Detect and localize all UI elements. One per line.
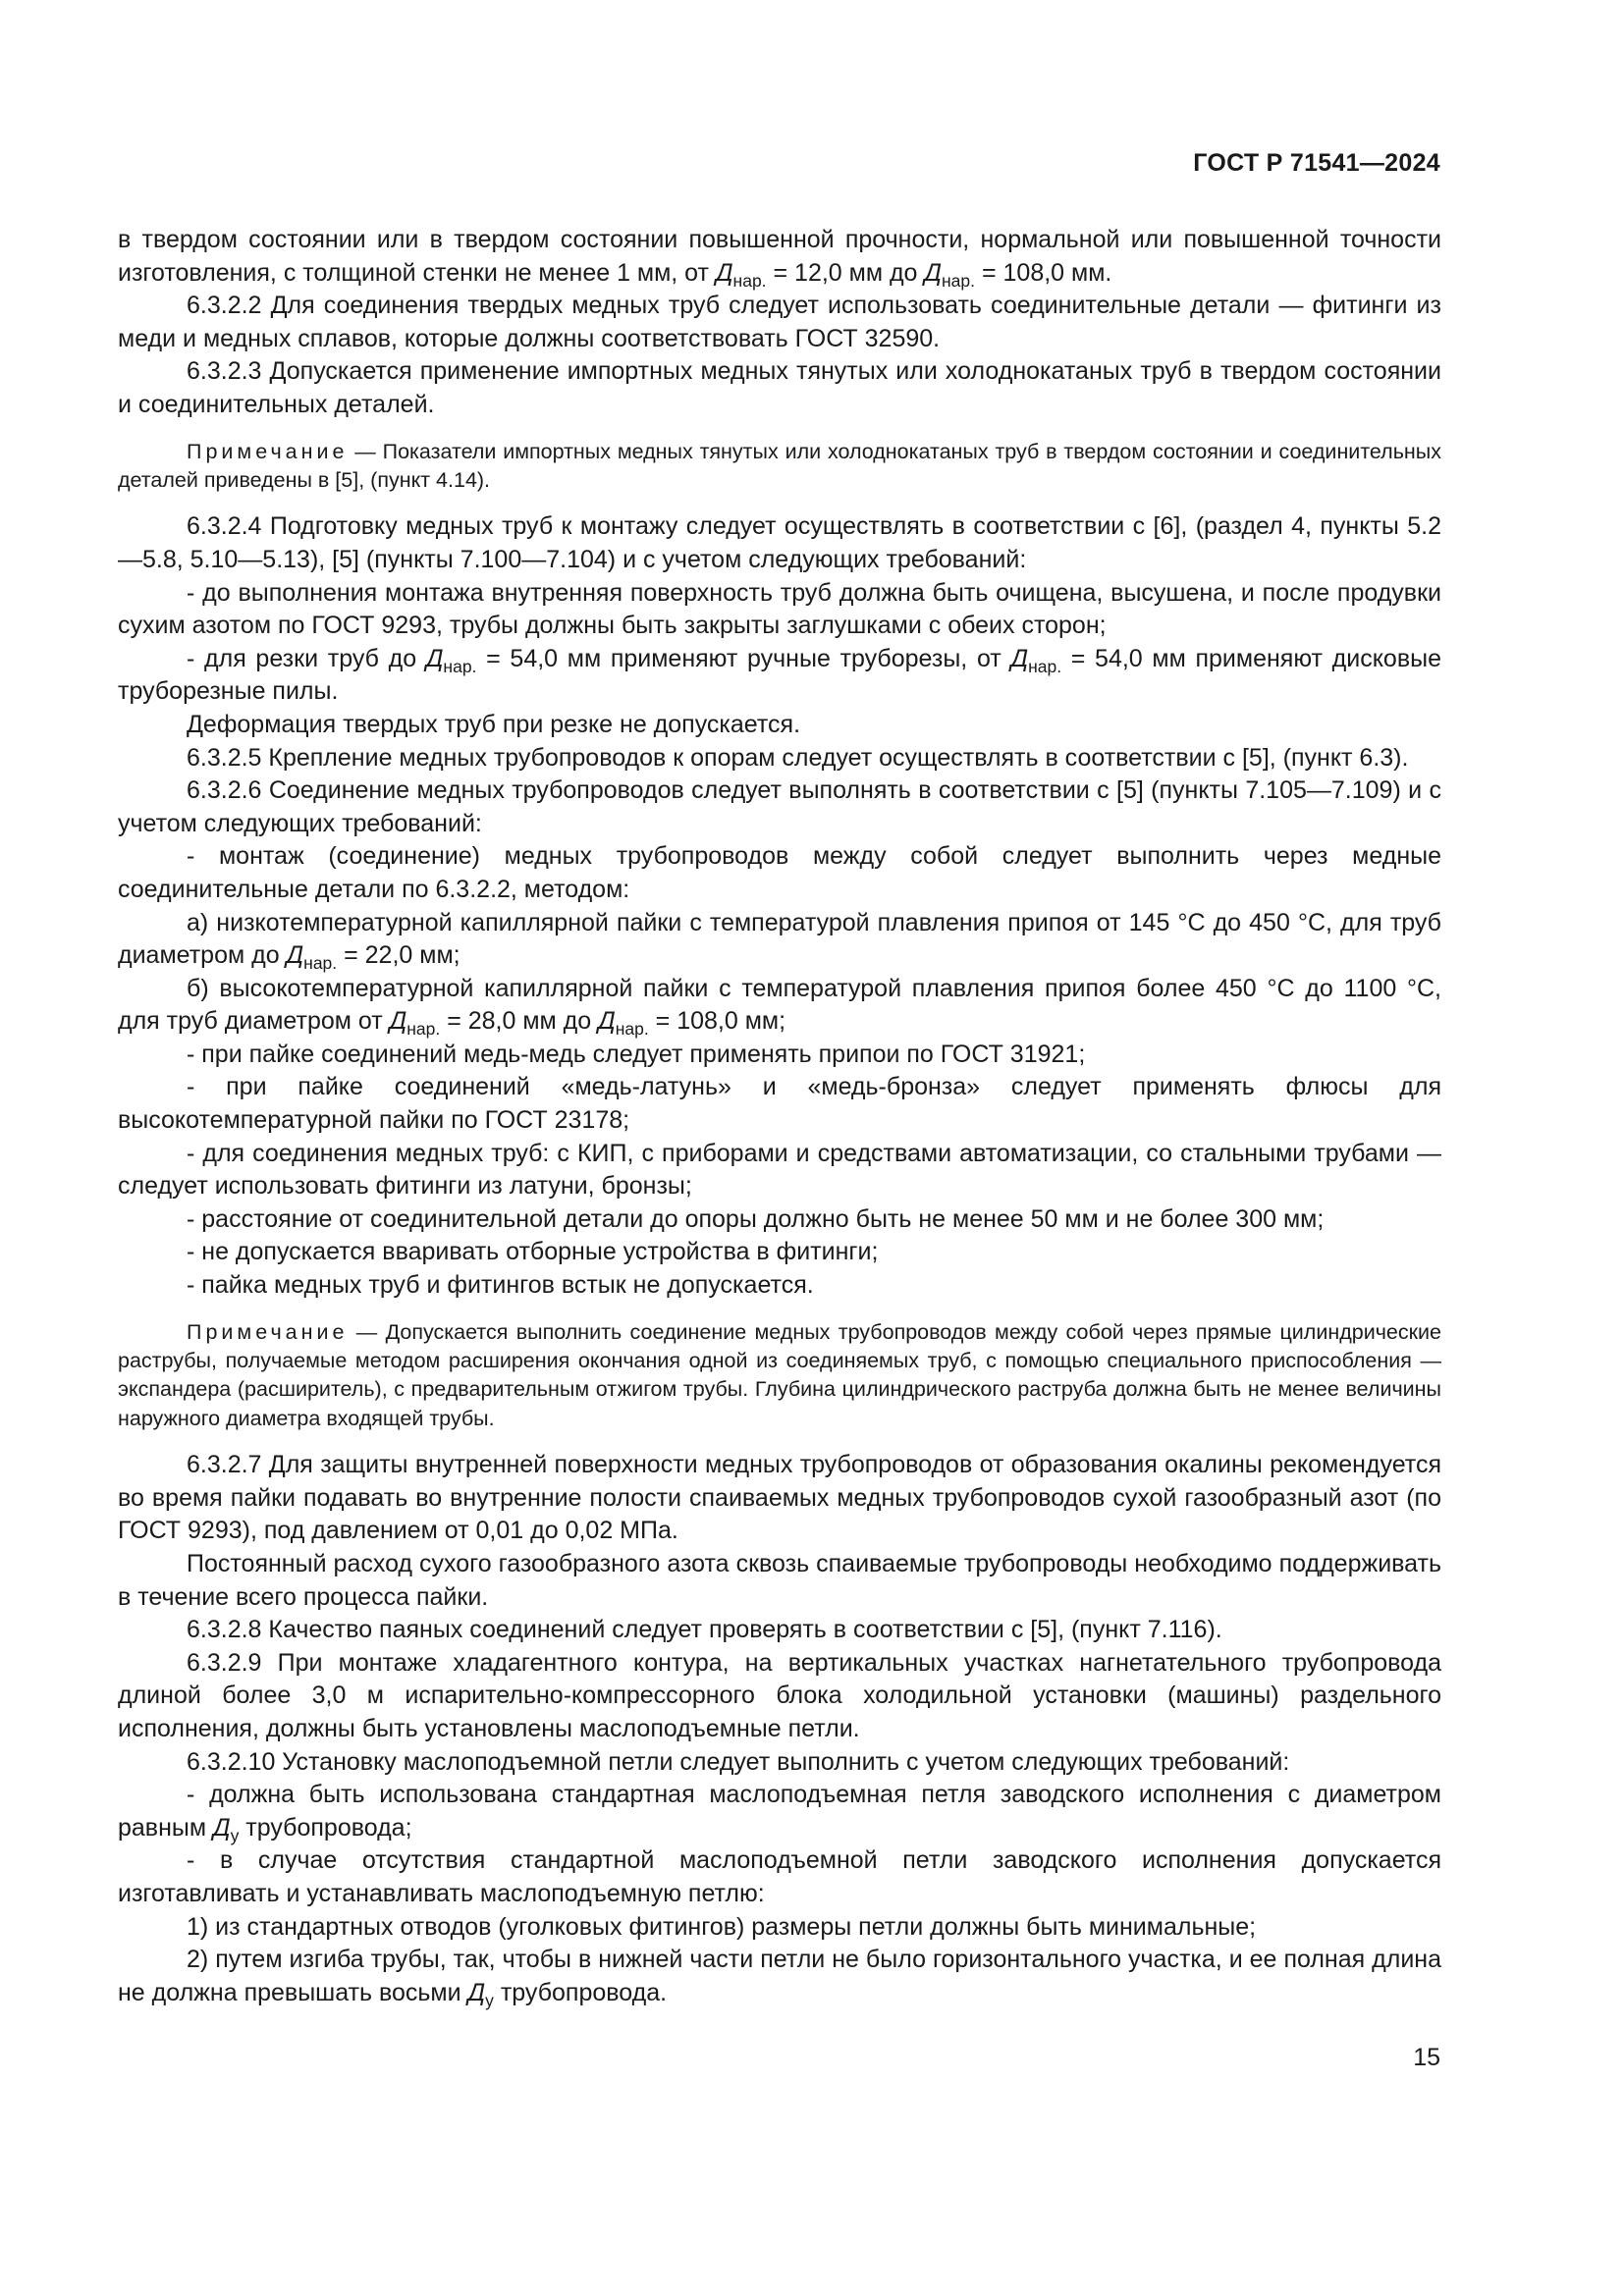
list-item: 2) путем изгиба трубы, так, чтобы в нижней части петли не было горизонтального участка, и ее полная длина не должна превышать восьми $Д_у$ трубопровода. [118, 1946, 1441, 2010]
list-item: - для соединения медных труб: с КИП, с приборами и средствами автоматизации, со стальными трубами — следует использовать фитинги из латуни, бронзы; [118, 1139, 1441, 1201]
list-item: - пайка медных труб и фитингов встык не допускается. [187, 1271, 814, 1300]
paragraph-6-3-2-5: 6.3.2.5 Крепление медных трубопроводов к опорам следует осуществлять в соответствии с [5], (пункт 6.3). [187, 743, 1409, 772]
list-item: - для резки труб до $Д_{нар.} = 54,0$ мм применяют ручные труборезы, от $Д_{нар.} = 54,0$ мм применяют дисковые труборезные пилы. [118, 644, 1441, 706]
paragraph-6-3-2-2: 6.3.2.2 Для соединения твердых медных труб следует использовать соединительные детали — фитинги из меди и медных сплавов, которые должны соответствовать ГОСТ 32590. [118, 292, 1441, 352]
list-item: - при пайке соединений медь-медь следует применять припои по ГОСТ 31921; [187, 1040, 1086, 1068]
list-item: - в случае отсутствия стандартной маслоподъемной петли заводского исполнения допускается изготавливать и устанавливать маслоподъемную петлю: [118, 1846, 1441, 1907]
page-number: 15 [1413, 2044, 1440, 2071]
paragraph-6-3-2-7: 6.3.2.7 Для защиты внутренней поверхности медных трубопроводов от образования окалины рекомендуется во время пайки подавать во внутренние полости спаиваемых медных трубопроводов сухой газообразный азот (по ГОСТ 9293), под давлением от 0,01 до 0,02 МПа. [118, 1451, 1441, 1545]
paragraph-6-3-2-9: 6.3.2.9 При монтаже хладагентного контура, на вертикальных участках нагнетательного трубопровода длиной более 3,0 м испарительно-компрессорного блока холодильной установки (машины) раздельного исполнения, должны быть установлены маслоподъемные петли. [118, 1648, 1441, 1742]
document-id: ГОСТ Р 71541—2024 [1193, 149, 1440, 177]
list-item: б) высокотемпературной капиллярной пайки с температурой плавления припоя более 450 °С до 1100 °С, для труб диаметром от $Д_{нар.} = 28,0$ мм до $Д_{нар.} = 108,0$ мм; [118, 974, 1441, 1040]
paragraph: в твердом состоянии или в твердом состоянии повышенной прочности, нормальной или повышенной точности изготовления, с толщиной стенки не менее 1 мм, от $Д_{нар.} = 12,0$ мм до $Д_{нар.} = 108,0$ мм. [118, 226, 1441, 291]
list-item: - не допускается вваривать отборные устройства в фитинги; [187, 1238, 879, 1266]
paragraph: Деформация твердых труб при резке не допускается. [187, 710, 801, 738]
paragraph-6-3-2-10: 6.3.2.10 Установку маслоподъемной петли следует выполнить с учетом следующих требований: [187, 1747, 1290, 1776]
list-item: 1) из стандартных отводов (уголковых фитингов) размеры петли должны быть минимальные; [187, 1912, 1257, 1941]
note-label: Примечание [187, 439, 349, 463]
paragraph-6-3-2-8: 6.3.2.8 Качество паяных соединений следует проверять в соответствии с [5], (пункт 7.116). [187, 1616, 1222, 1644]
list-item: - до выполнения монтажа внутренняя поверхность труб должна быть очищена, высушена, и после продувки сухим азотом по ГОСТ 9293, трубы должны быть закрыты заглушками с обеих сторон; [118, 578, 1441, 640]
page-body [118, 224, 1441, 2009]
paragraph: Постоянный расход сухого газообразного азота сквозь спаиваемые трубопроводы необходимо поддерживать в течение всего процесса пайки. [118, 1550, 1441, 1611]
list-item: - монтаж (соединение) медных трубопроводов между собой следует выполнить через медные соединительные детали по 6.3.2.2, методом: [118, 842, 1441, 903]
list-item: - при пайке соединений «медь-латунь» и «медь-бронза» следует применять флюсы для высокотемпературной пайки по ГОСТ 23178; [118, 1073, 1441, 1135]
paragraph-6-3-2-4: 6.3.2.4 Подготовку медных труб к монтажу следует осуществлять в соответствии с [6], (раздел 4, пункты 5.2—5.8, 5.10—5.13), [5] (пункты 7.100—7.104) и с учетом следующих требований: [118, 512, 1441, 573]
list-item: а) низкотемпературной капиллярной пайки с температурой плавления припоя от 145 °С до 450 °С, для труб диаметром до $Д_{нар.} = 22,0$ мм; [118, 908, 1441, 974]
note: Примечание — Показатели импортных медных тянутых или холоднокатаных труб в твердом состоянии и соединительных деталей приведены в [5], (пункт 4.14). [118, 439, 1441, 492]
list-item: - расстояние от соединительной детали до опоры должно быть не менее 50 мм и не более 300 мм; [187, 1204, 1325, 1233]
note: Примечание — Допускается выполнить соединение медных трубопроводов между собой через прямые цилиндрические раструбы, получаемые методом расширения окончания одной из соединяемых труб, с помощью специального приспособления — экспандера (расширитель), с предварительным отжигом трубы. Глубина цилиндрического раструба должна быть не менее величины наружного диаметра входящей трубы. [118, 1319, 1441, 1430]
paragraph-6-3-2-6: 6.3.2.6 Соединение медных трубопроводов следует выполнять в соответствии с [5] (пункты 7.105—7.109) и с учетом следующих требований: [118, 776, 1441, 837]
note-label: Примечание [187, 1319, 349, 1344]
paragraph-6-3-2-3: 6.3.2.3 Допускается применение импортных медных тянутых или холоднокатаных труб в твердом состоянии и соединительных деталей. [118, 357, 1441, 418]
list-item: - должна быть использована стандартная маслоподъемная петля заводского исполнения с диаметром равным $Д_у$ трубопровода; [118, 1781, 1441, 1845]
